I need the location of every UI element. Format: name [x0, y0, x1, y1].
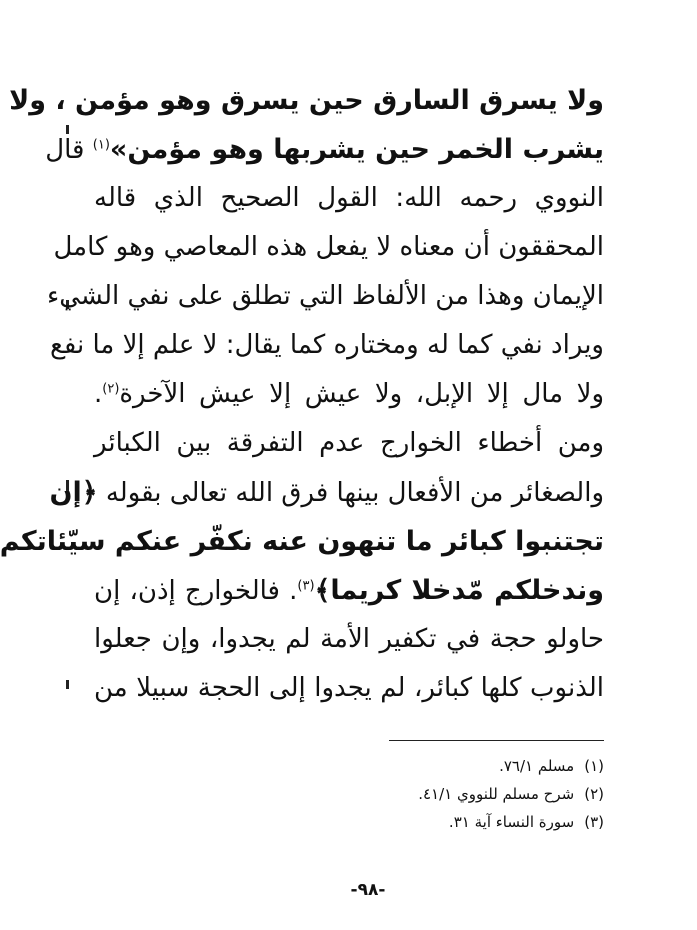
text-line [0, 517, 604, 566]
footnote-text: مسلم ٧٦/١. [499, 757, 575, 775]
text-segment: ومن أخطاء الخوارج عدم التفرقة بين الكبائر [94, 428, 604, 458]
text-line [94, 664, 604, 713]
text-line [94, 615, 604, 664]
text-line [46, 272, 604, 321]
text-segment: تجتنبوا كبائر ما تنهون عنه نكفّر عنكم سيّئاتكم [0, 526, 604, 557]
text-segment: ﴿إن [49, 477, 98, 508]
text-line [94, 174, 604, 223]
footnote-reference: (٢) [102, 381, 120, 397]
footnote-item [344, 780, 604, 808]
text-segment: الذنوب كلها كبائر، لم يجدوا إلى الحجة سبيلا من [94, 673, 604, 703]
text-segment: . فالخوارج إذن، إن [94, 576, 298, 606]
text-segment: وندخلكم مّدخلا كريما﴾ [314, 575, 605, 606]
scan-edge-mark [66, 680, 69, 689]
text-segment: ولا مال إلا الإبل، ولا عيش إلا عيش الآخرة [119, 379, 604, 409]
text-line [94, 419, 604, 468]
footnote-text: شرح مسلم للنووي ٤١/١. [418, 785, 575, 803]
text-line [9, 76, 604, 125]
text-segment: الإيمان وهذا من الألفاظ التي تطلق على نفي الشيء [46, 281, 604, 311]
text-line [53, 223, 604, 272]
text-line [49, 468, 604, 517]
text-segment: يشرب الخمر حين يشربها وهو مؤمن» [109, 134, 604, 165]
footnote-reference: (١) [92, 137, 110, 153]
text-line [45, 125, 604, 174]
footnote-reference: (٣) [297, 578, 315, 594]
text-line [50, 321, 604, 370]
main-text-block [0, 76, 605, 713]
text-segment: النووي رحمه الله: القول الصحيح الذي قاله [94, 183, 604, 213]
text-segment: قال [45, 135, 93, 165]
text-segment: . [94, 379, 103, 409]
footnote-number: (١) [584, 757, 604, 775]
text-line [94, 370, 604, 419]
footnote-separator [389, 740, 604, 741]
text-segment: والصغائر من الأفعال بينها فرق الله تعالى بقوله [97, 478, 604, 508]
text-segment: ويراد نفي كما له ومختاره كما يقال: لا علم إلا ما نفع [50, 330, 604, 360]
text-segment: المحققون أن معناه لا يفعل هذه المعاصي وهو كامل [53, 232, 604, 262]
footnote-item [344, 752, 604, 780]
footnote-number: (٣) [584, 813, 604, 831]
text-line [94, 566, 604, 615]
footnote-text: سورة النساء آية ٣١. [448, 813, 575, 831]
footnote-item [344, 808, 604, 836]
page-number: -٩٨- [350, 880, 386, 900]
footnote-number: (٢) [584, 785, 604, 803]
footnotes-block [344, 752, 604, 836]
text-segment: حاولو حجة في تكفير الأمة لم يجدوا، وإن جعلوا [94, 624, 604, 654]
text-segment: ولا يسرق السارق حين يسرق وهو مؤمن ، ولا [9, 85, 604, 116]
